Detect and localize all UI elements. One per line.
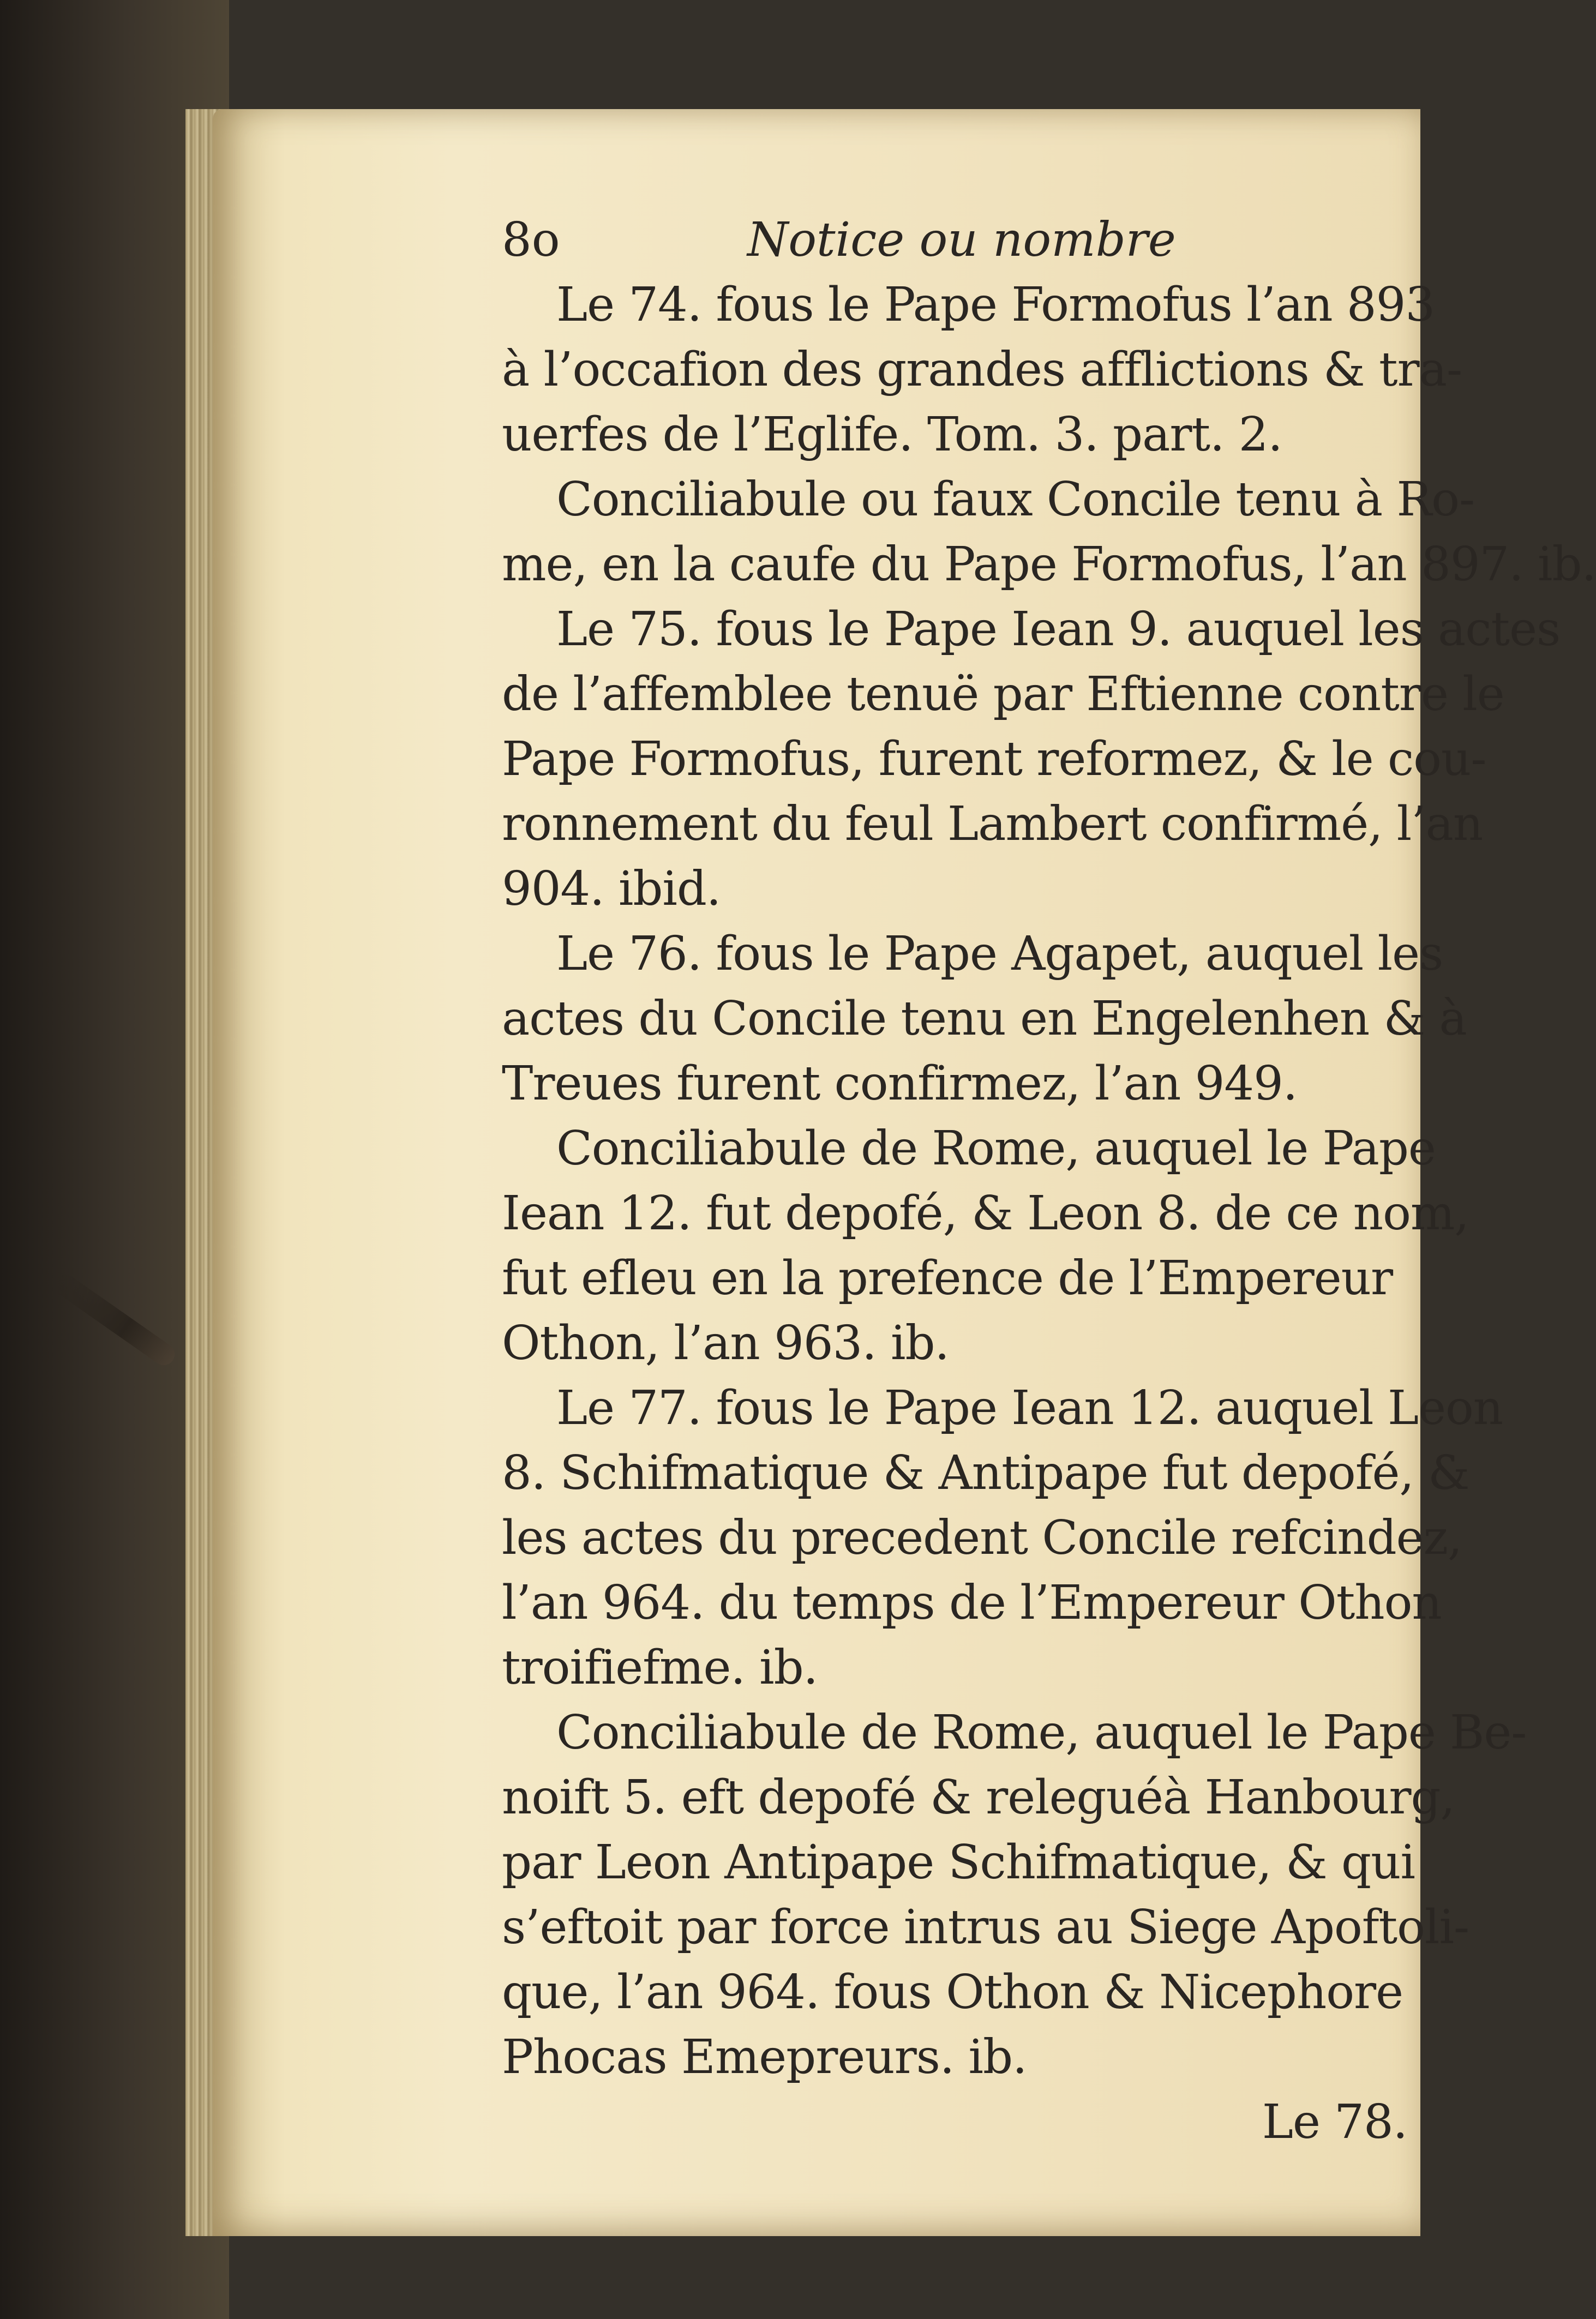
text-line: Treues furent confirmez, l’an 949. [502,1056,1298,1111]
text-line: Le 76. fous le Pape Agapet, auquel les [556,927,1443,981]
text-line: Conciliabule de Rome, auquel le Pape Be- [556,1705,1527,1760]
catchword: Le 78. [1262,2095,1407,2149]
text-line: Conciliabule ou faux Concile tenu à Ro- [556,472,1475,527]
text-line: Le 74. fous le Pape Formofus l’an 893 [556,278,1435,332]
text-line: noift 5. eft depofé & releguéà Hanbourg, [502,1770,1455,1825]
text-line: 904. ibid. [502,862,721,916]
text-line: par Leon Antipape Schifmatique, & qui [502,1835,1415,1890]
text-line: troifiefme. ib. [502,1641,818,1695]
text-line: me, en la caufe du Pape Formofus, l’an 897. ib. [502,537,1596,592]
text-line: 8. Schifmatique & Antipape fut depofé, & [502,1446,1469,1500]
text-line: de l’affemblee tenuë par Eftienne contre le [502,667,1504,722]
text-line: les actes du precedent Concile refcindez, [502,1511,1462,1565]
text-line: actes du Concile tenu en Engelenhen & à [502,992,1467,1046]
text-line: Le 77. fous le Pape Iean 12. auquel Leon [556,1381,1503,1435]
text-line: ronnement du feul Lambert confirmé, l’an [502,797,1483,851]
page-number: 8o [502,213,560,267]
text-line: que, l’an 964. fous Othon & Nicephore [502,1965,1403,2020]
text-line: Phocas Emepreurs. ib. [502,2030,1027,2084]
text-line: Conciliabule de Rome, auquel le Pape [556,1121,1436,1176]
running-head: Notice ou nombre [747,213,1176,267]
text-line: uerfes de l’Eglife. Tom. 3. part. 2. [502,407,1282,462]
text-line: Iean 12. fut depofé, & Leon 8. de ce nom, [502,1186,1469,1241]
text-line: l’an 964. du temps de l’Empereur Othon [502,1576,1442,1630]
text-line: Othon, l’an 963. ib. [502,1316,949,1371]
text-line: Pape Formofus, furent reformez, & le cou- [502,732,1486,786]
page-header [502,207,1418,273]
text-line: s’eftoit par force intrus au Siege Apoftoli- [502,1900,1469,1955]
text-line: fut efleu en la prefence de l’Empereur [502,1251,1393,1306]
page-text [502,207,1596,2155]
text-line: à l’occafion des grandes afflictions & tra- [502,343,1462,397]
text-line: Le 75. fous le Pape Iean 9. auquel les actes [556,602,1561,657]
